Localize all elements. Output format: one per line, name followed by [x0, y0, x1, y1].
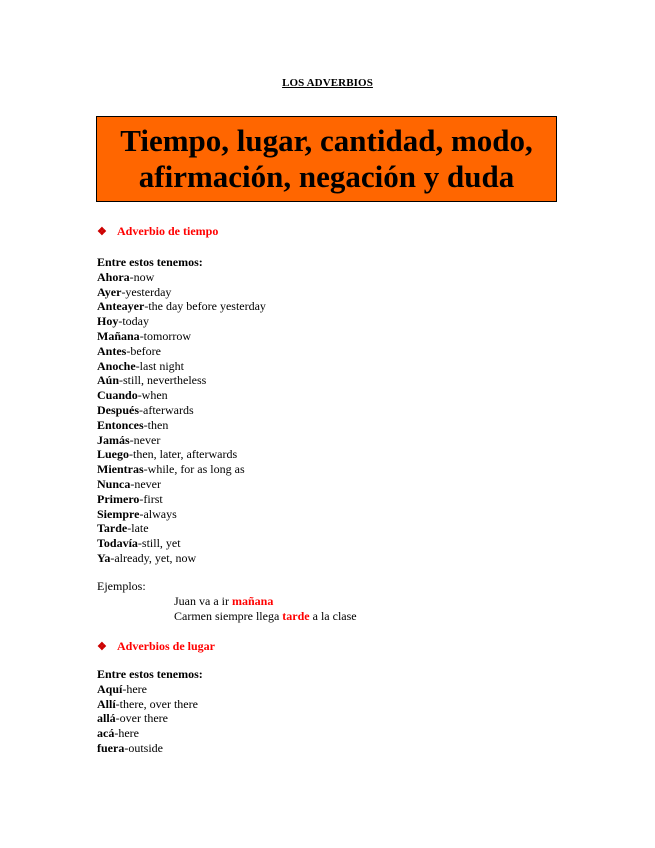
- example-1-before: Juan va a ir: [174, 594, 232, 608]
- list-item: [97, 373, 266, 388]
- list-item: [97, 507, 266, 522]
- adverb-meaning: -yesterday: [121, 284, 172, 299]
- adverb-meaning: -never: [129, 432, 161, 447]
- list-item: [97, 492, 266, 507]
- adverb-term: Mientras: [97, 462, 144, 477]
- example-1-highlight: mañana: [231, 594, 274, 608]
- list-item: [97, 299, 266, 314]
- list-item: [97, 329, 266, 344]
- adverb-meaning: -still, yet: [137, 536, 181, 551]
- adverb-term: Jamás: [97, 432, 130, 447]
- adverb-meaning: -tomorrow: [139, 328, 192, 343]
- diamond-bullet-icon: ❖: [97, 640, 107, 653]
- list-item: [97, 314, 266, 329]
- banner-line-1: Tiempo, lugar, cantidad, modo,: [120, 123, 533, 158]
- section-heading-tiempo-label: Adverbio de tiempo: [117, 224, 219, 238]
- adverb-term: Después: [97, 402, 140, 417]
- adverb-meaning: -here: [122, 681, 148, 696]
- title-banner: [96, 116, 557, 202]
- adverb-term: Ahora: [97, 269, 130, 284]
- section-heading-lugar-label: Adverbios de lugar: [117, 639, 216, 653]
- adverb-term: acá: [97, 726, 115, 741]
- adverb-list-tiempo: [97, 255, 266, 566]
- section-heading-lugar: [97, 639, 215, 654]
- adverb-meaning: -afterwards: [139, 402, 194, 417]
- adverb-meaning: -late: [127, 521, 149, 536]
- list-item: [97, 285, 266, 300]
- adverb-meaning: -while, for as long as: [143, 462, 245, 477]
- list-item: [97, 270, 266, 285]
- adverb-term: Ayer: [97, 284, 122, 299]
- adverb-term: Anteayer: [97, 299, 145, 314]
- adverb-meaning: -here: [114, 726, 139, 741]
- adverb-meaning: -before: [126, 343, 161, 358]
- adverb-term: fuera: [97, 740, 125, 755]
- adverb-term: Antes: [97, 343, 127, 358]
- adverb-term: Ya: [97, 550, 111, 565]
- adverb-meaning: -outside: [124, 740, 163, 755]
- list-item: [97, 418, 266, 433]
- list-item: [97, 403, 266, 418]
- adverb-meaning: -when: [137, 388, 168, 403]
- adverb-meaning: -still, nevertheless: [119, 373, 207, 388]
- list-item: [97, 344, 266, 359]
- example-2-before: Carmen siempre llega: [174, 609, 283, 623]
- banner-line-2: afirmación, negación y duda: [138, 159, 515, 194]
- list-item: [97, 359, 266, 374]
- adverb-meaning: -then: [143, 417, 169, 432]
- list-item: [97, 697, 203, 712]
- adverb-meaning: -never: [130, 476, 161, 491]
- adverb-term: allá: [97, 711, 116, 726]
- example-2-highlight: tarde: [282, 609, 310, 623]
- banner-text: [120, 123, 533, 195]
- adverb-meaning: -always: [139, 506, 177, 521]
- adverb-list-lugar: [97, 667, 203, 756]
- adverb-term: Entonces: [97, 417, 144, 432]
- example-sentence-1: [174, 594, 273, 609]
- adverb-term: Anoche: [97, 358, 136, 373]
- list-intro: Entre estos tenemos:: [97, 255, 203, 269]
- adverb-meaning: -then, later, afterwards: [129, 447, 238, 462]
- adverb-term: Aún: [97, 373, 120, 388]
- adverb-term: Hoy: [97, 314, 119, 329]
- adverb-term: Siempre: [97, 506, 140, 521]
- list-item: [97, 551, 266, 566]
- list-item: [97, 741, 203, 756]
- list-intro: Entre estos tenemos:: [97, 667, 203, 681]
- examples-label: Ejemplos:: [97, 579, 146, 593]
- list-item: [97, 433, 266, 448]
- adverb-meaning: -last night: [135, 358, 184, 373]
- adverb-term: Primero: [97, 491, 140, 506]
- example-2-after: a la clase: [309, 609, 357, 623]
- adverb-term: Allí: [97, 696, 116, 711]
- list-item: [97, 536, 266, 551]
- adverb-term: Todavía: [97, 536, 138, 551]
- list-item: [97, 521, 266, 536]
- list-item: [97, 462, 266, 477]
- adverb-meaning: -already, yet, now: [110, 550, 197, 565]
- example-sentence-2: [174, 609, 357, 624]
- document-title: LOS ADVERBIOS: [282, 77, 373, 89]
- adverb-term: Luego: [97, 447, 130, 462]
- adverb-term: Aquí: [97, 681, 123, 696]
- adverb-term: Cuando: [97, 388, 138, 403]
- list-item: [97, 726, 203, 741]
- adverb-term: Nunca: [97, 476, 131, 491]
- adverb-meaning: -over there: [115, 711, 168, 726]
- diamond-bullet-icon: ❖: [97, 225, 107, 238]
- section-heading-tiempo: [97, 224, 218, 239]
- adverb-meaning: -the day before yesterday: [144, 299, 266, 314]
- adverb-meaning: -today: [118, 314, 149, 329]
- adverb-term: Tarde: [97, 521, 128, 536]
- list-item: [97, 477, 266, 492]
- adverb-meaning: -first: [139, 491, 163, 506]
- adverb-meaning: -there, over there: [115, 696, 198, 711]
- list-item: [97, 388, 266, 403]
- adverb-meaning: -now: [129, 269, 155, 284]
- list-item: [97, 447, 266, 462]
- adverb-term: Mañana: [97, 328, 140, 343]
- list-item: [97, 711, 203, 726]
- list-item: [97, 682, 203, 697]
